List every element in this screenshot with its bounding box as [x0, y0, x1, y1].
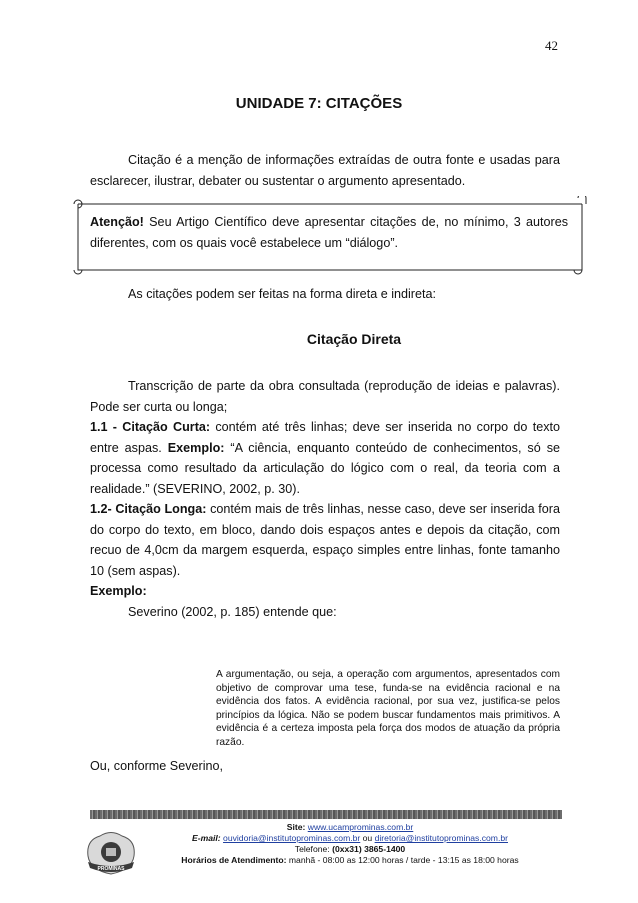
short-citation-label: 1.1 - Citação Curta:	[90, 420, 211, 434]
page-number: 42	[545, 38, 558, 53]
direct-body	[90, 376, 560, 622]
intro-paragraph: Citação é a menção de informações extraídas de outra fonte e usadas para esclarecer, ilustrar, debater ou sustentar o argumento apresentado.	[90, 153, 560, 188]
svg-text:PROMINAS: PROMINAS	[97, 866, 125, 872]
long-citation-paragraph	[90, 499, 560, 581]
footer	[130, 822, 570, 866]
long-citation-label: 1.2- Citação Longa:	[90, 502, 207, 516]
short-example-text: “A ciência, enquanto conteúdo de conhecimentos, só se processa como resultado da articulação do lógico com o real, da teoria com a realidade.” (SEVERINO, 2002, p. 30).	[90, 440, 560, 496]
short-citation-paragraph	[90, 417, 560, 499]
short-example-label: Exemplo:	[167, 440, 225, 455]
footer-site-line: Site: www.ucamprominas.com.br	[286, 822, 414, 832]
footer-hours-line: Horários de Atendimento: manhã - 08:00 as 12:00 horas / tarde - 13:15 as 18:00 horas	[181, 855, 519, 865]
attention-body: Seu Artigo Científico deve apresentar citações de, no mínimo, 3 autores diferentes, com os quais você estabelece um “diálogo”.	[90, 215, 568, 250]
footer-email-line: E-mail: ouvidoria@institutoprominas.com.br ou diretoria@institutoprominas.com.br	[192, 833, 508, 843]
email-link-ouvidoria[interactable]: ouvidoria@institutoprominas.com.br	[223, 833, 361, 843]
long-citation-text: contém mais de três linhas, nesse caso, deve ser inserida fora do corpo do texto, em bloco, dando dois espaços antes e depois da citação, com recuo de 4,0cm da margem esquerda, espaço simples entre linhas, fonte tamanho 10 (sem aspas).	[90, 502, 560, 578]
attention-scroll-box	[70, 196, 590, 278]
unit-title: UNIDADE 7: CITAÇÕES	[235, 95, 403, 112]
example-heading: Exemplo:	[90, 584, 147, 598]
definition-paragraph: Transcrição de parte da obra consultada (reprodução de ideias e palavras). Pode ser curta ou longa;	[90, 379, 560, 414]
severino-intro: Severino (2002, p. 185) entende que:	[128, 604, 337, 619]
email-link-diretoria[interactable]: diretoria@institutoprominas.com.br	[374, 833, 508, 843]
section-title: Citação Direta	[306, 331, 402, 347]
short-citation-text: contém até três linhas; deve ser inserida no corpo do texto entre aspas.	[90, 420, 560, 455]
footer-band	[90, 810, 562, 819]
block-quote: A argumentação, ou seja, a operação com argumentos, apresentados com objetivo de comprovar uma tese, funda-se na evidência racional e na evidência dos fatos. A evidência racional, por sua vez, justifica-se pelos princípios da lógica. Não se podem buscar fundamentos mais primitivos. A evidência é a certeza imposta pela força dos modos de atuação da própria razão.	[216, 669, 560, 748]
attention-text	[90, 212, 568, 253]
closing-line: Ou, conforme Severino,	[90, 759, 223, 773]
attention-label: Atenção!	[90, 215, 144, 229]
site-link[interactable]: www.ucamprominas.com.br	[307, 822, 414, 832]
forms-paragraph: As citações podem ser feitas na forma direta e indireta:	[128, 287, 436, 301]
footer-phone-line: Telefone: (0xx31) 3865-1400	[294, 844, 406, 854]
